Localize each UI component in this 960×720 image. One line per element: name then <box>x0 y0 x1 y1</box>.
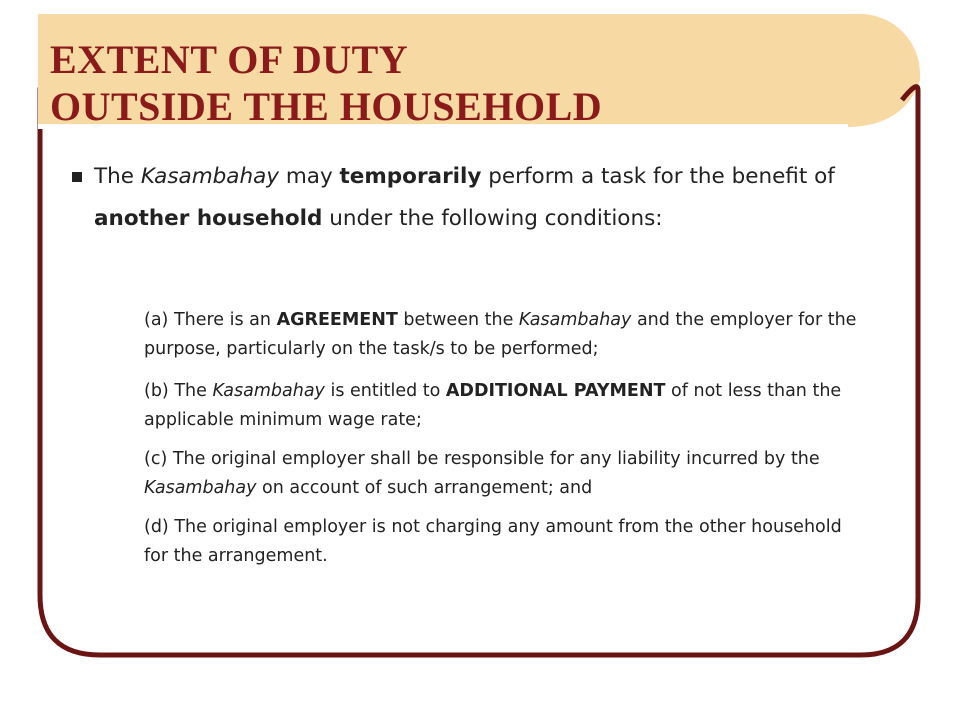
condition-text: (a) There is an <box>144 310 277 330</box>
condition-text: between the <box>397 310 519 330</box>
condition-text: of not less than the applicable minimum wage rate; <box>144 381 842 430</box>
condition-emphasis: AGREEMENT <box>276 310 398 330</box>
bullet-text-part: perform a task for the benefit of <box>481 164 835 189</box>
conditions-list <box>144 306 864 581</box>
bullet-text-part: The <box>94 164 141 189</box>
title-line-1: EXTENT OF DUTY <box>50 37 409 82</box>
condition-c <box>144 445 864 503</box>
bullet-emphasis-temporarily: temporarily <box>339 164 482 189</box>
main-bullet-text <box>94 156 872 240</box>
main-bullet <box>72 156 872 240</box>
condition-text: (c) The original employer shall be responsible for any liability incurred by the <box>144 449 820 469</box>
condition-text: on account of such arrangement; and <box>256 478 593 498</box>
condition-b <box>144 377 864 435</box>
slide-title <box>50 36 602 130</box>
bullet-text-part: may <box>279 164 340 189</box>
condition-text: and the employer for the purpose, particularly on the task/s to be performed; <box>144 310 857 359</box>
condition-a <box>144 306 864 364</box>
condition-text: (b) The <box>144 381 213 401</box>
bullet-emphasis-another-household: another household <box>94 206 323 231</box>
condition-term: Kasambahay <box>212 381 325 401</box>
condition-d <box>144 513 864 571</box>
title-line-2: OUTSIDE THE HOUSEHOLD <box>50 84 603 129</box>
condition-term: Kasambahay <box>518 310 632 330</box>
condition-emphasis: ADDITIONAL PAYMENT <box>445 381 666 401</box>
condition-term: Kasambahay <box>144 478 257 498</box>
condition-text: (d) The original employer is not charging any amount from the other household for the arrangement. <box>144 517 842 566</box>
bullet-term-kasambahay: Kasambahay <box>140 164 280 189</box>
condition-text: is entitled to <box>324 381 446 401</box>
square-bullet-icon <box>72 172 82 182</box>
bullet-text-part: under the following conditions: <box>322 206 663 231</box>
